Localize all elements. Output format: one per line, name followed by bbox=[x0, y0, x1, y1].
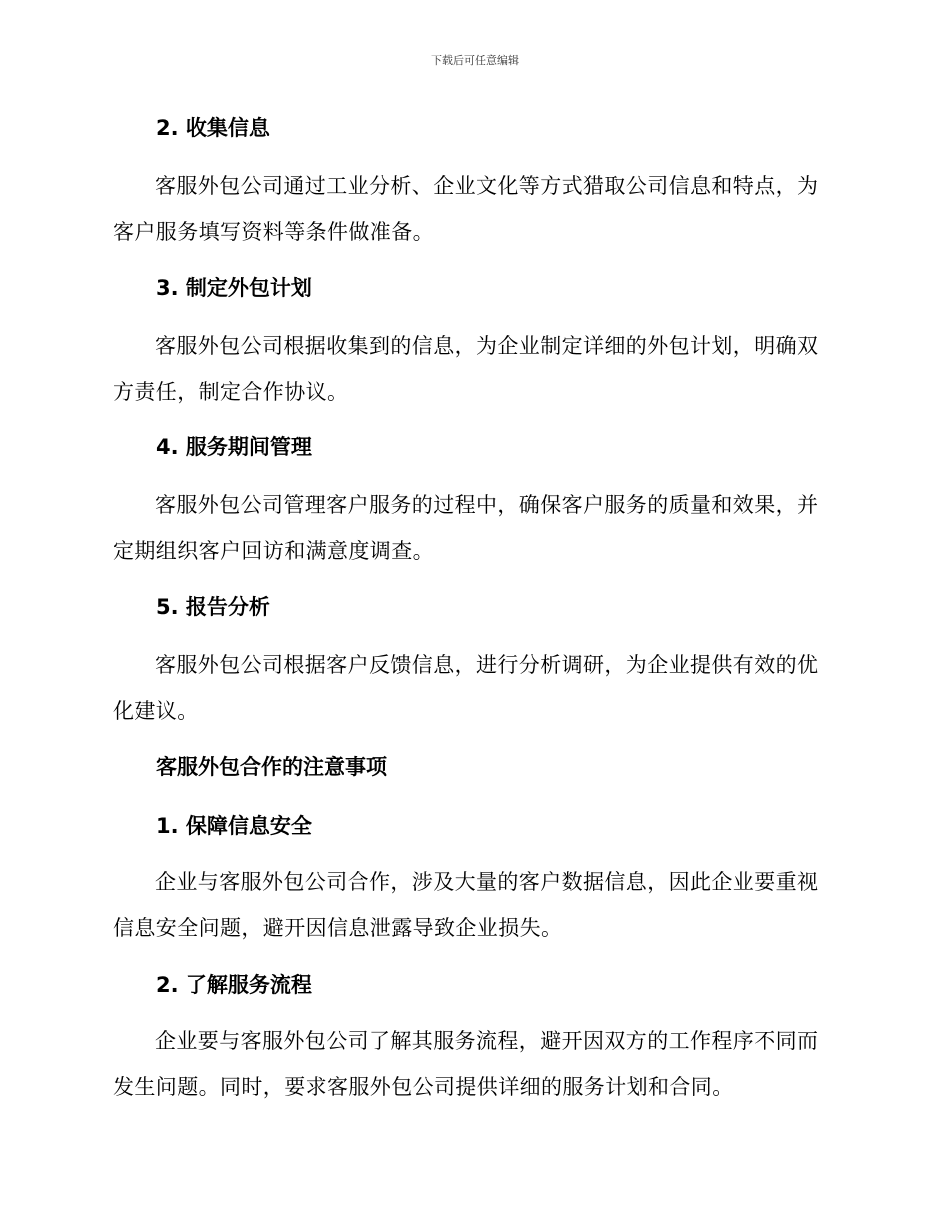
section-paragraph-collect-info: 客服外包公司通过工业分析、企业文化等方式猎取公司信息和特点，为客户服务填写资料等条件做准备。 bbox=[113, 174, 819, 244]
section-paragraph-report-analysis: 客服外包公司根据客户反馈信息，进行分析调研，为企业提供有效的优化建议。 bbox=[113, 653, 819, 723]
section-heading-collect-info: 2. 收集信息 bbox=[156, 116, 270, 140]
section-heading-report-analysis: 5. 报告分析 bbox=[156, 595, 270, 619]
section-heading-service-management: 4. 服务期间管理 bbox=[156, 435, 312, 459]
page-header: 下载后可任意编辑 bbox=[431, 54, 519, 67]
note-paragraph-info-security: 企业与客服外包公司合作，涉及大量的客户数据信息，因此企业要重视信息安全问题，避开因信息泄露导致企业损失。 bbox=[113, 870, 819, 940]
subtitle-precautions: 客服外包合作的注意事项 bbox=[156, 755, 387, 779]
note-heading-info-security: 1. 保障信息安全 bbox=[156, 814, 312, 838]
note-heading-service-process: 2. 了解服务流程 bbox=[156, 973, 312, 997]
section-paragraph-outsource-plan: 客服外包公司根据收集到的信息，为企业制定详细的外包计划，明确双方责任，制定合作协议。 bbox=[113, 334, 819, 404]
note-paragraph-service-process: 企业要与客服外包公司了解其服务流程，避开因双方的工作程序不同而发生问题。同时，要求客服外包公司提供详细的服务计划和合同。 bbox=[113, 1029, 819, 1099]
section-paragraph-service-management: 客服外包公司管理客户服务的过程中，确保客户服务的质量和效果，并定期组织客户回访和满意度调查。 bbox=[113, 493, 819, 563]
section-heading-outsource-plan: 3. 制定外包计划 bbox=[156, 276, 312, 300]
